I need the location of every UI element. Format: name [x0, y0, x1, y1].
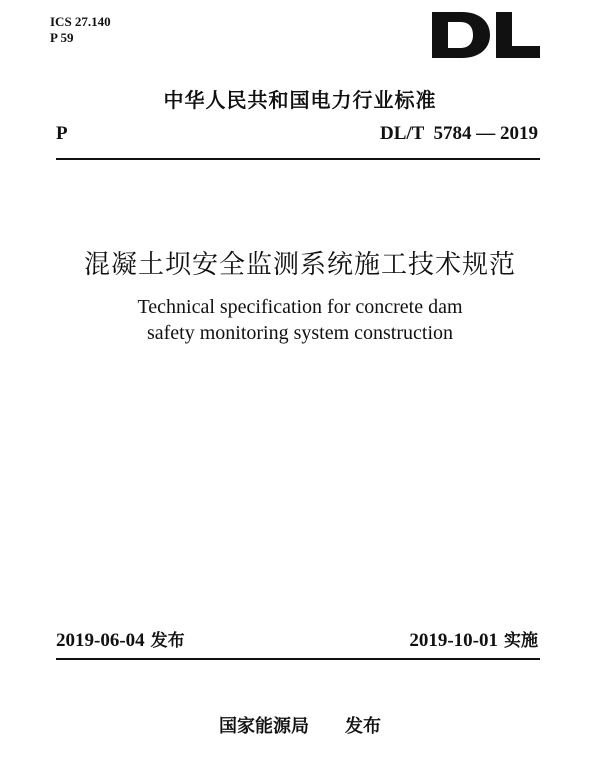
- implementation-label: 实施: [504, 631, 538, 651]
- issuer: 国家能源局 发布: [219, 716, 381, 737]
- ics-code: ICS 27.140: [50, 14, 111, 29]
- implementation-date-block: [409, 626, 538, 652]
- issue-date: 2019-06-04: [56, 630, 145, 651]
- footer-divider: [56, 658, 540, 660]
- ics-block: [50, 14, 111, 46]
- title-english-line-2: safety monitoring system construction: [146, 322, 454, 344]
- issue-date-block: [56, 626, 185, 652]
- header-divider: [56, 158, 540, 160]
- title-english: [0, 294, 600, 346]
- dl-logo: [432, 12, 540, 58]
- organization-title: 中华人民共和国电力行业标准: [163, 88, 437, 112]
- classification-code: P 59: [50, 30, 74, 45]
- standard-category: P: [56, 123, 68, 144]
- title-chinese: 混凝土坝安全监测系统施工技术规范: [83, 250, 516, 280]
- implementation-date: 2019-10-01: [409, 630, 498, 651]
- standard-number: DL/T 5784 — 2019: [379, 123, 538, 144]
- title-english-line-1: Technical specification for concrete dam: [137, 296, 463, 318]
- issue-label: 发布: [150, 631, 185, 651]
